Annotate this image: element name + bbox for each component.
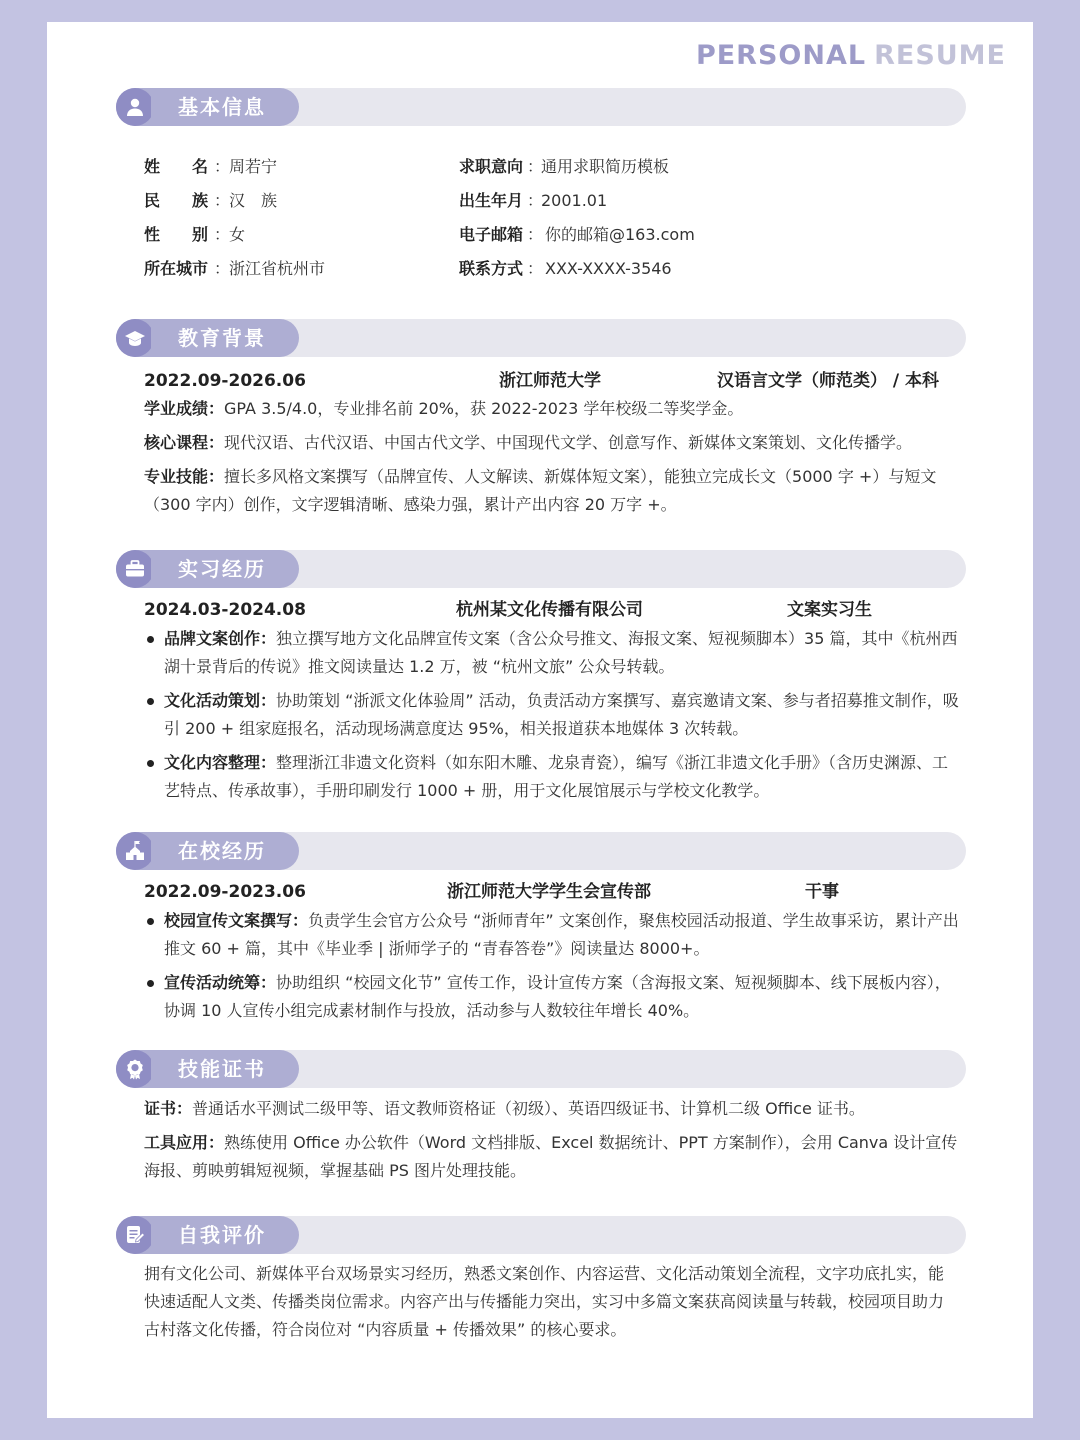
graduation-cap-icon [116,319,154,357]
internship-item [144,749,959,805]
campus-role: 干事 [805,882,839,902]
item-label: 校园宣传文案撰写： [164,911,309,930]
item-text: 协助策划 “浙派文化体验周” 活动，负责活动方案撰写、嘉宾邀请文案、参与者招募推文制作，吸引 200 + 组家庭报名，活动现场满意度达 95%，相关报道获本地媒体 3 次转载。 [164,691,959,738]
internship-period: 2024.03-2024.08 [144,600,306,620]
resume-title-word2: RESUME [874,40,1006,71]
item-label: 品牌文案创作： [164,629,277,648]
city-value: 浙江省杭州市 [229,259,326,278]
person-icon [116,88,154,126]
item-text: 独立撰写地方文化品牌宣传文案（含公众号推文、海报文案、短视频脚本）35 篇，其中《杭州西湖十景背后的传说》推文阅读量达 1.2 万，被 “杭州文旅” 公众号转载。 [164,629,958,676]
section-header-self-eval [116,1216,966,1254]
item-text: 负责学生会官方公众号 “浙师青年” 文案创作，聚焦校园活动报道、学生故事采访，累计产出推文 60 + 篇，其中《毕业季 | 浙师学子的 “青春答卷”》阅读量达 8000+。 [164,911,959,958]
tool-text: 熟练使用 Office 办公软件（Word 文档排版、Excel 数据统计、PPT 方案制作），会用 Canva 设计宣传海报、剪映剪辑短视频，掌握基础 PS 图片处理技能。 [144,1133,958,1180]
section-header-internship [116,550,966,588]
colon: ： [527,225,544,244]
briefcase-icon [116,550,154,588]
job-value: 通用求职简历模板 [541,157,670,176]
phone-value: XXX-XXXX-3546 [545,259,672,278]
section-header-education [116,319,966,357]
name-value: 周若宁 [229,157,278,176]
education-gpa [144,395,959,423]
education-courses [144,429,959,457]
birth-label: 出生年月 [459,191,524,210]
item-label: 文化内容整理： [164,753,277,772]
section-title: 基本信息 [178,95,266,119]
item-label: 宣传活动统筹： [164,973,277,992]
ethnicity-value: 汉 族 [229,191,278,210]
phone-label: 联系方式 [459,259,524,278]
skills-tools [144,1129,959,1185]
item-text: 协助组织 “校园文化节” 宣传工作，设计宣传方案（含海报文案、短视频脚本、线下展板内容），协调 10 人宣传小组完成素材制作与投放，活动参与人数较往年增长 40%。 [164,973,951,1020]
bullet-dot [147,636,154,643]
colon: ： [214,225,231,244]
item-text: 整理浙江非遗文化资料（如东阳木雕、龙泉青瓷），编写《浙江非遗文化手册》（含历史渊源、工艺特点、传承故事），手册印刷发行 1000 + 册，用于文化展馆展示与学校文化教学。 [164,753,949,800]
birth-value: 2001.01 [541,191,608,210]
education-school: 浙江师范大学 [499,371,601,391]
colon: ： [527,259,544,278]
education-skills [144,463,959,519]
cert-label: 证书： [144,1099,193,1118]
campus-org: 浙江师范大学学生会宣传部 [447,882,651,902]
colon: ： [527,157,544,176]
city-label: 所在城市 [144,259,209,278]
section-header-basic [116,88,966,126]
resume-title-word1: PERSONAL [695,40,867,71]
skills-cert [144,1095,959,1123]
name-label: 姓 名 [144,157,209,176]
item-label: 文化活动策划： [164,691,277,710]
colon: ： [214,191,231,210]
campus-period: 2022.09-2023.06 [144,882,306,902]
colon: ： [214,259,231,278]
section-title: 自我评价 [178,1223,266,1247]
section-title: 技能证书 [178,1057,266,1081]
gpa-label: 学业成绩： [144,399,225,418]
internship-company: 杭州某文化传播有限公司 [456,600,643,620]
gpa-text: GPA 3.5/4.0，专业排名前 20%，获 2022-2023 学年校级二等奖学金。 [224,399,744,418]
section-title: 教育背景 [178,326,266,350]
tool-label: 工具应用： [144,1133,225,1152]
bullet-dot [147,918,154,925]
section-header-campus [116,832,966,870]
edit-document-icon [116,1216,154,1254]
gender-label: 性 别 [144,225,209,244]
internship-item [144,625,959,681]
resume-title [696,40,1006,71]
course-label: 核心课程： [144,433,225,452]
internship-item [144,687,959,743]
section-title: 在校经历 [178,839,266,863]
email-value: 你的邮箱@163.com [545,225,695,244]
section-title: 实习经历 [178,557,266,581]
colon: ： [214,157,231,176]
bullet-dot [147,698,154,705]
campus-item [144,907,959,963]
education-period: 2022.09-2026.06 [144,371,306,391]
email-label: 电子邮箱 [459,225,524,244]
internship-role: 文案实习生 [787,600,872,620]
bullet-dot [147,980,154,987]
self-eval-text: 拥有文化公司、新媒体平台双场景实习经历，熟悉文案创作、内容运营、文化活动策划全流程，文字功底扎实，能快速适配人文类、传播类岗位需求。内容产出与传播能力突出，实习中多篇文案获高阅读量与转载，校园项目助力古村落文化传播，符合岗位对 “内容质量 + 传播效果” 的核心要求。 [144,1264,945,1339]
award-medal-icon [116,1050,154,1088]
job-label: 求职意向 [459,157,524,176]
skill-text: 擅长多风格文案撰写（品牌宣传、人文解读、新媒体短文案），能独立完成长文（5000 字 +）与短文（300 字内）创作，文字逻辑清晰、感染力强，累计产出内容 20 万字 +。 [144,467,937,514]
bullet-dot [147,760,154,767]
cert-text: 普通话水平测试二级甲等、语文教师资格证（初级）、英语四级证书、计算机二级 Office 证书。 [192,1099,865,1118]
ethnicity-label: 民 族 [144,191,209,210]
section-header-skills [116,1050,966,1088]
colon: ： [527,191,544,210]
skill-label: 专业技能： [144,467,225,486]
campus-item [144,969,959,1025]
school-building-icon [116,832,154,870]
course-text: 现代汉语、古代汉语、中国古代文学、中国现代文学、创意写作、新媒体文案策划、文化传播学。 [224,433,913,452]
education-major: 汉语言文学（师范类） / 本科 [717,371,940,391]
gender-value: 女 [229,225,246,244]
